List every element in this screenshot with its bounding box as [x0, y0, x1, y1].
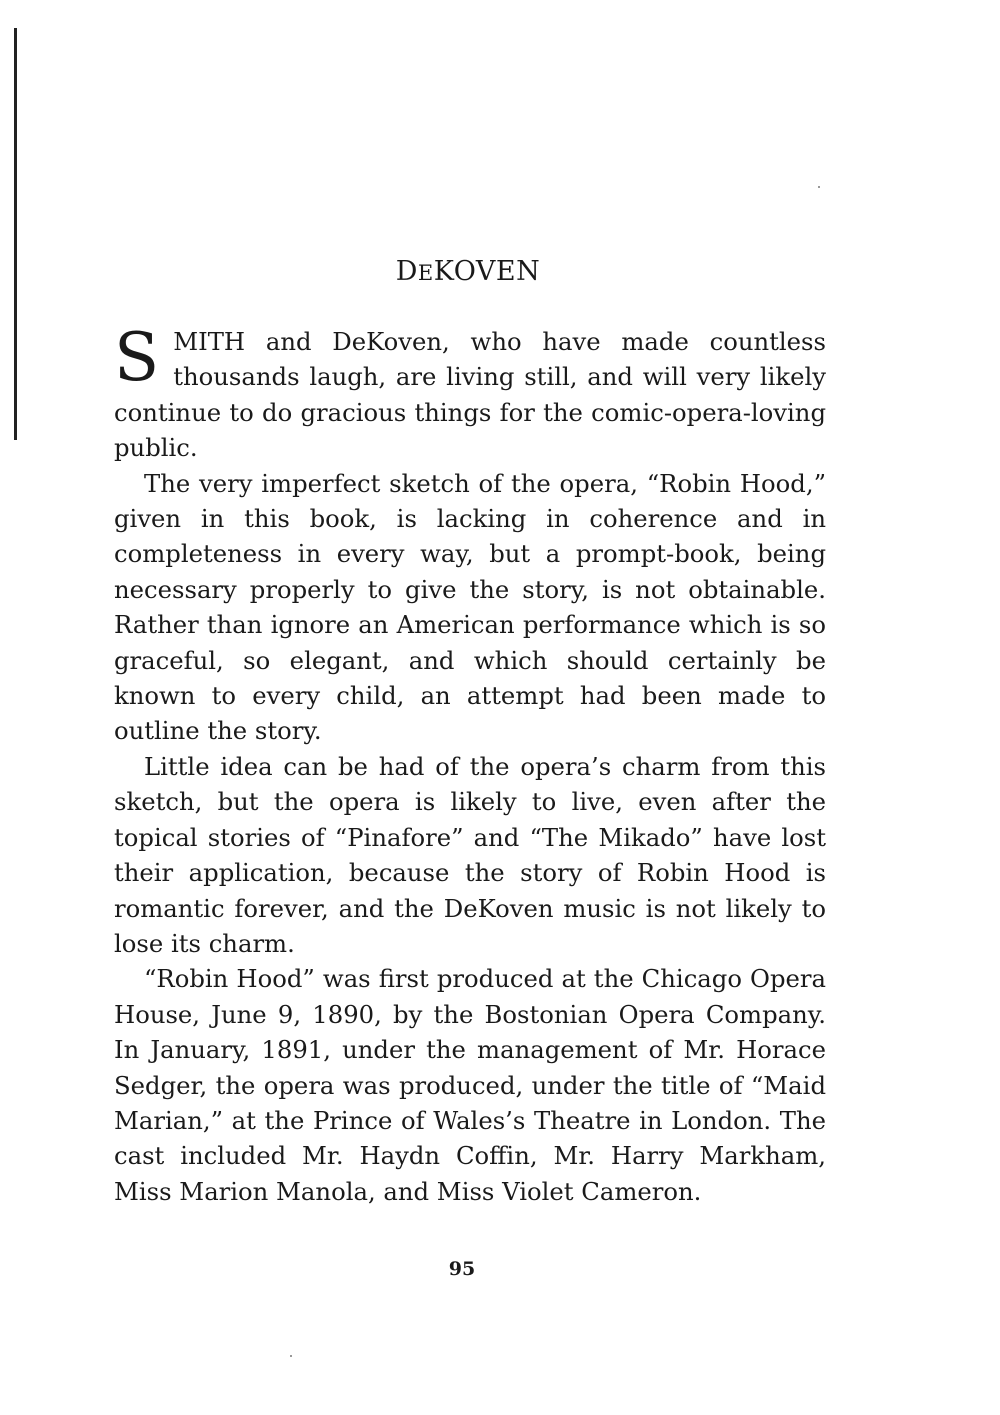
- scan-speck: [818, 186, 820, 188]
- paragraph-1-text: MITH and DeKoven, who have made countless thousands laugh, are living still, and will very likely continue to do gracious things for the comic-opera-loving public.: [114, 327, 826, 463]
- page-number: 95: [448, 1258, 476, 1280]
- scan-edge-shadow: [14, 28, 17, 440]
- heading-initial: D: [395, 256, 418, 287]
- paragraph-2: The very imperfect sketch of the opera, “Robin Hood,” given in this book, is lacking in coherence and in completeness in every way, but a prompt-book, being necessary properly to give the story, is not obtainable. Rather than ignore an American performance which is so graceful, so elegant, and which should certainly be known to every child, an attempt had been made to outline the story.: [114, 468, 826, 746]
- paragraph-1: [114, 319, 826, 466]
- paragraph-3: Little idea can be had of the opera’s charm from this sketch, but the opera is likely to live, even after the topical stories of “Pinafore” and “The Mikado” have lost their application, because the story of Robin Hood is romantic forever, and the DeKoven music is not likely to lose its charm.: [114, 751, 826, 958]
- heading-rest: KOVEN: [433, 256, 541, 287]
- body-text: [114, 319, 826, 1209]
- drop-cap: S: [114, 319, 160, 396]
- chapter-heading: [0, 256, 936, 287]
- heading-small-cap: E: [417, 261, 434, 285]
- paragraph-4: “Robin Hood” was first produced at the Chicago Opera House, June 9, 1890, by the Bostonian Opera Company. In January, 1891, under the management of Mr. Horace Sedger, the opera was produced, under the title of “Maid Marian,” at the Prince of Wales’s Theatre in London. The cast included Mr. Haydn Coffin, Mr. Harry Markham, Miss Marion Manola, and Miss Violet Cameron.: [114, 964, 826, 1206]
- scan-speck: [290, 1355, 292, 1357]
